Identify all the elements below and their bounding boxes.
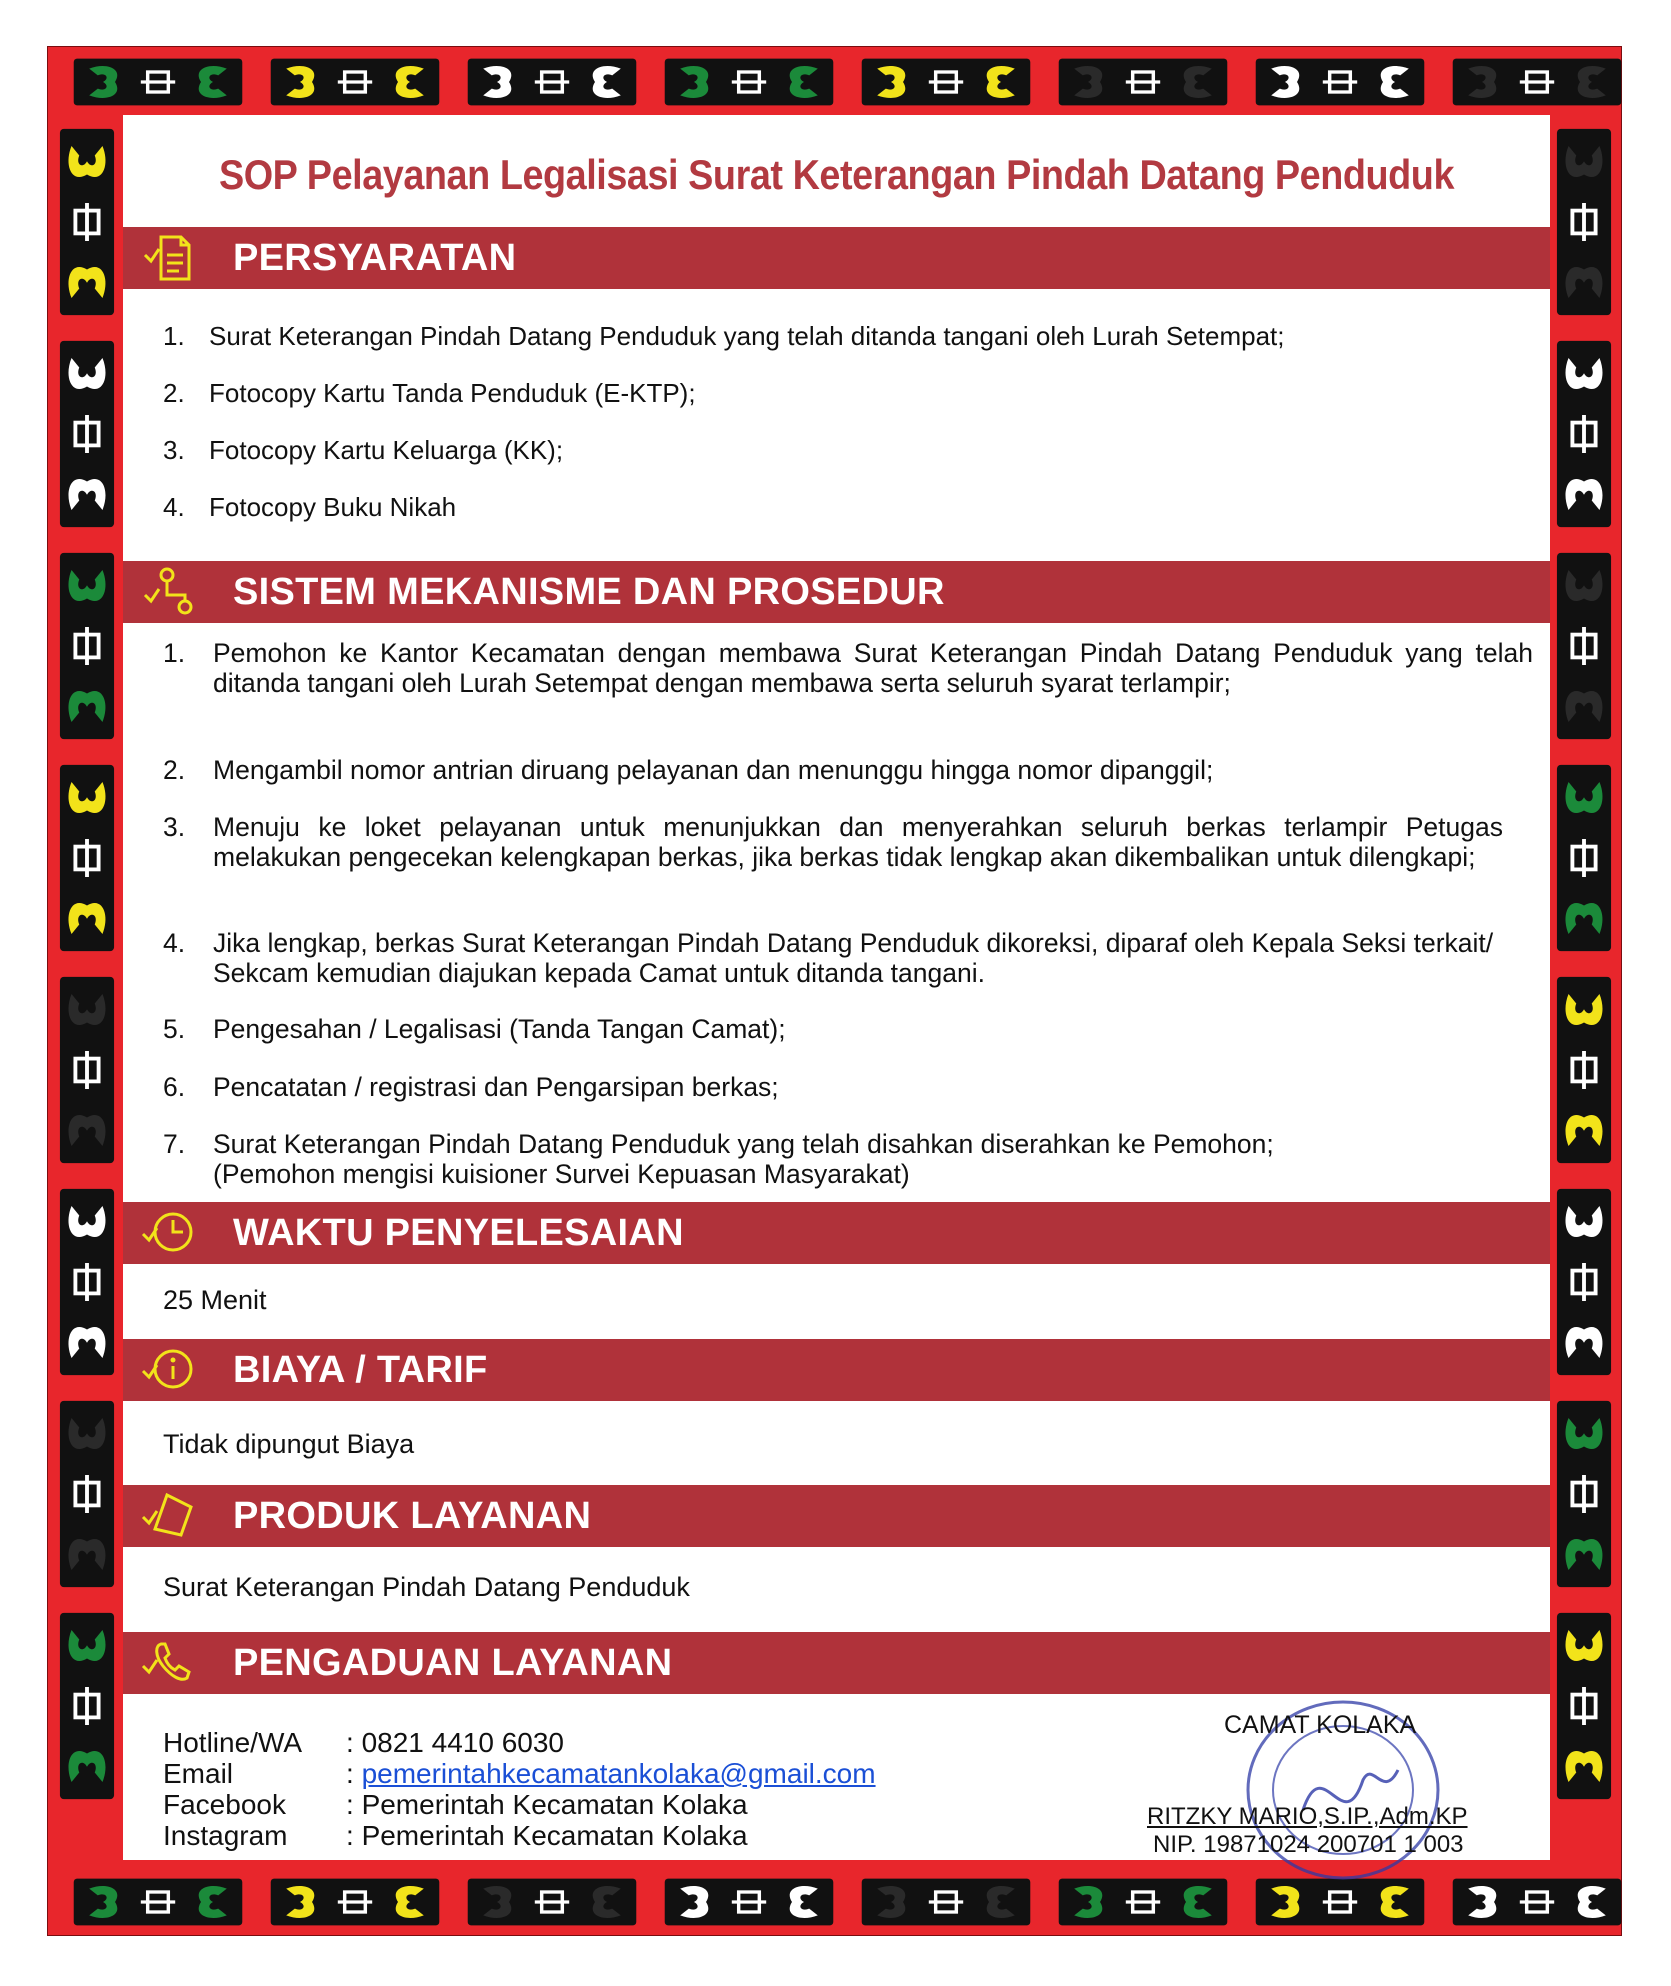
- ornament-tile: [1254, 57, 1426, 107]
- signatory-name: RITZKY MARIO,S.IP.,Adm.KP: [1147, 1803, 1468, 1830]
- ornament-tile: [1057, 57, 1229, 107]
- document-checklist-icon: [141, 231, 197, 285]
- section-header-persyaratan: [123, 227, 1550, 289]
- ornament-tile: [58, 551, 116, 741]
- fee-value: Tidak dipungut Biaya: [163, 1429, 415, 1459]
- ornament-tile: [269, 1877, 441, 1927]
- ornament-tile: [663, 1877, 835, 1927]
- ornament-tile: [1057, 1877, 1229, 1927]
- completion-time: 25 Menit: [163, 1285, 267, 1315]
- sop-poster: SOP Pelayanan Legalisasi Surat Keterangan Pindah Datang Penduduk PERSYARATAN 1. Surat Keterangan Pindah Datang Penduduk yang telah ditanda tangani oleh Lurah Setempat; 2. Fotocopy Kartu Tanda Penduduk (E-KTP); 3. Fotocopy Kartu Keluarga (KK); 4. Fotocopy Buku Nikah SISTEM MEKANISME DAN PROSEDUR 1. Pemohon ke Kantor Kecamatan dengan membawa Surat Keterangan Pindah Datang Penduduk yang telah ditanda tangani oleh Lurah Setempat dengan membawa serta seluruh syarat terlampir; 2. Mengambil nomor antrian diruang pelayanan dan menunggu hingga nomor dipanggil; 3. Menuju ke loket pelayanan untuk menunjukkan dan menyerahkan seluruh berkas terlampir Petugas melakukan pengecekan kelengkapan berkas, jika berkas tidak lengkap akan dikembalikan untuk dilengkapi; 4. Jika lengkap, berkas Surat Keterangan Pindah Datang Penduduk dikoreksi, diparaf oleh Kepala Seksi terkait/ Sekcam kemudian diajukan kepada Camat untuk ditanda tangani. 5. Pengesahan / Legalisasi (Tanda Tangan Camat); 6. Pencatatan / registrasi dan Pengarsipan berkas; 7. Surat Keterangan Pindah Datang Penduduk yang telah disahkan diserahkan ke Pemohon; (Pemohon mengisi kuisioner Survei Kepuasan Masyarakat) WAKTU PENYELESAIAN 25 Menit BIAYA / TARIF Tidak dipungut Biaya PRODUK LAYANAN Surat Keterangan Pindah Datang Penduduk PENGADUAN LAYANAN Hotline/WA : 0821 4410 6030 Email : pemerintahkecamatankolaka@gmail.com Facebook : Pemerintah Kecamatan Kolaka Instagram : Pemerintah Kecamatan Kolaka CAMAT KOLAKA RITZKY MARIO,S.IP.,Adm.KP NIP. 19871024 200701 1 003: [123, 115, 1550, 1860]
- section-title: PENGADUAN LAYANAN: [233, 1642, 673, 1684]
- ornament-tile: [1555, 1611, 1613, 1801]
- ornament-tile: [269, 57, 441, 107]
- ornament-tile: [72, 1877, 244, 1927]
- ornament-tile: [1555, 1399, 1613, 1589]
- product-value: Surat Keterangan Pindah Datang Penduduk: [163, 1572, 690, 1602]
- ornament-tile: [72, 57, 244, 107]
- section-header-prosedur: [123, 561, 1550, 623]
- ornament-tile: [58, 763, 116, 953]
- section-title: WAKTU PENYELESAIAN: [233, 1212, 684, 1254]
- contact-instagram: Instagram : Pemerintah Kecamatan Kolaka: [163, 1820, 748, 1851]
- ornament-tile: [860, 1877, 1032, 1927]
- ornament-tile: [860, 57, 1032, 107]
- ornament-tile: [1555, 127, 1613, 317]
- contact-facebook: Facebook : Pemerintah Kecamatan Kolaka: [163, 1789, 748, 1820]
- phone-icon: [141, 1636, 197, 1690]
- section-title: SISTEM MEKANISME DAN PROSEDUR: [233, 571, 945, 613]
- email-link[interactable]: pemerintahkecamatankolaka@gmail.com: [361, 1758, 876, 1789]
- ornament-tile: [58, 1399, 116, 1589]
- section-header-pengaduan: [123, 1632, 1550, 1694]
- section-header-waktu: [123, 1202, 1550, 1264]
- flow-procedure-icon: [141, 565, 197, 619]
- ornament-tile: [1555, 551, 1613, 741]
- contact-list: [163, 1727, 876, 1851]
- section-title: PERSYARATAN: [233, 237, 517, 279]
- section-header-produk: [123, 1485, 1550, 1547]
- ornament-tile: [663, 57, 835, 107]
- ornament-tile: [1555, 1187, 1613, 1377]
- contact-hotline: Hotline/WA : 0821 4410 6030: [163, 1727, 564, 1758]
- ornament-tile: [466, 57, 638, 107]
- ornament-tile: [58, 127, 116, 317]
- ornament-tile: [1555, 975, 1613, 1165]
- ornament-tile: [1451, 1877, 1623, 1927]
- clock-icon: [141, 1206, 197, 1260]
- ornament-tile: [466, 1877, 638, 1927]
- signatory-position: CAMAT KOLAKA: [1224, 1711, 1417, 1739]
- section-title: BIAYA / TARIF: [233, 1349, 488, 1391]
- ornament-tile: [1555, 763, 1613, 953]
- tag-icon: [141, 1489, 197, 1543]
- ornament-tile: [58, 975, 116, 1165]
- info-icon: [141, 1343, 197, 1397]
- ornament-tile: [58, 1187, 116, 1377]
- ornament-tile: [58, 1611, 116, 1801]
- ornament-tile: [58, 339, 116, 529]
- signatory-nip: NIP. 19871024 200701 1 003: [1153, 1831, 1464, 1858]
- contact-email: Email : pemerintahkecamatankolaka@gmail.com: [163, 1758, 876, 1789]
- ornament-tile: [1555, 339, 1613, 529]
- section-title: PRODUK LAYANAN: [233, 1495, 592, 1537]
- page-title: SOP Pelayanan Legalisasi Surat Keterangan Pindah Datang Penduduk: [218, 151, 1455, 198]
- ornament-tile: [1451, 57, 1623, 107]
- section-header-biaya: [123, 1339, 1550, 1401]
